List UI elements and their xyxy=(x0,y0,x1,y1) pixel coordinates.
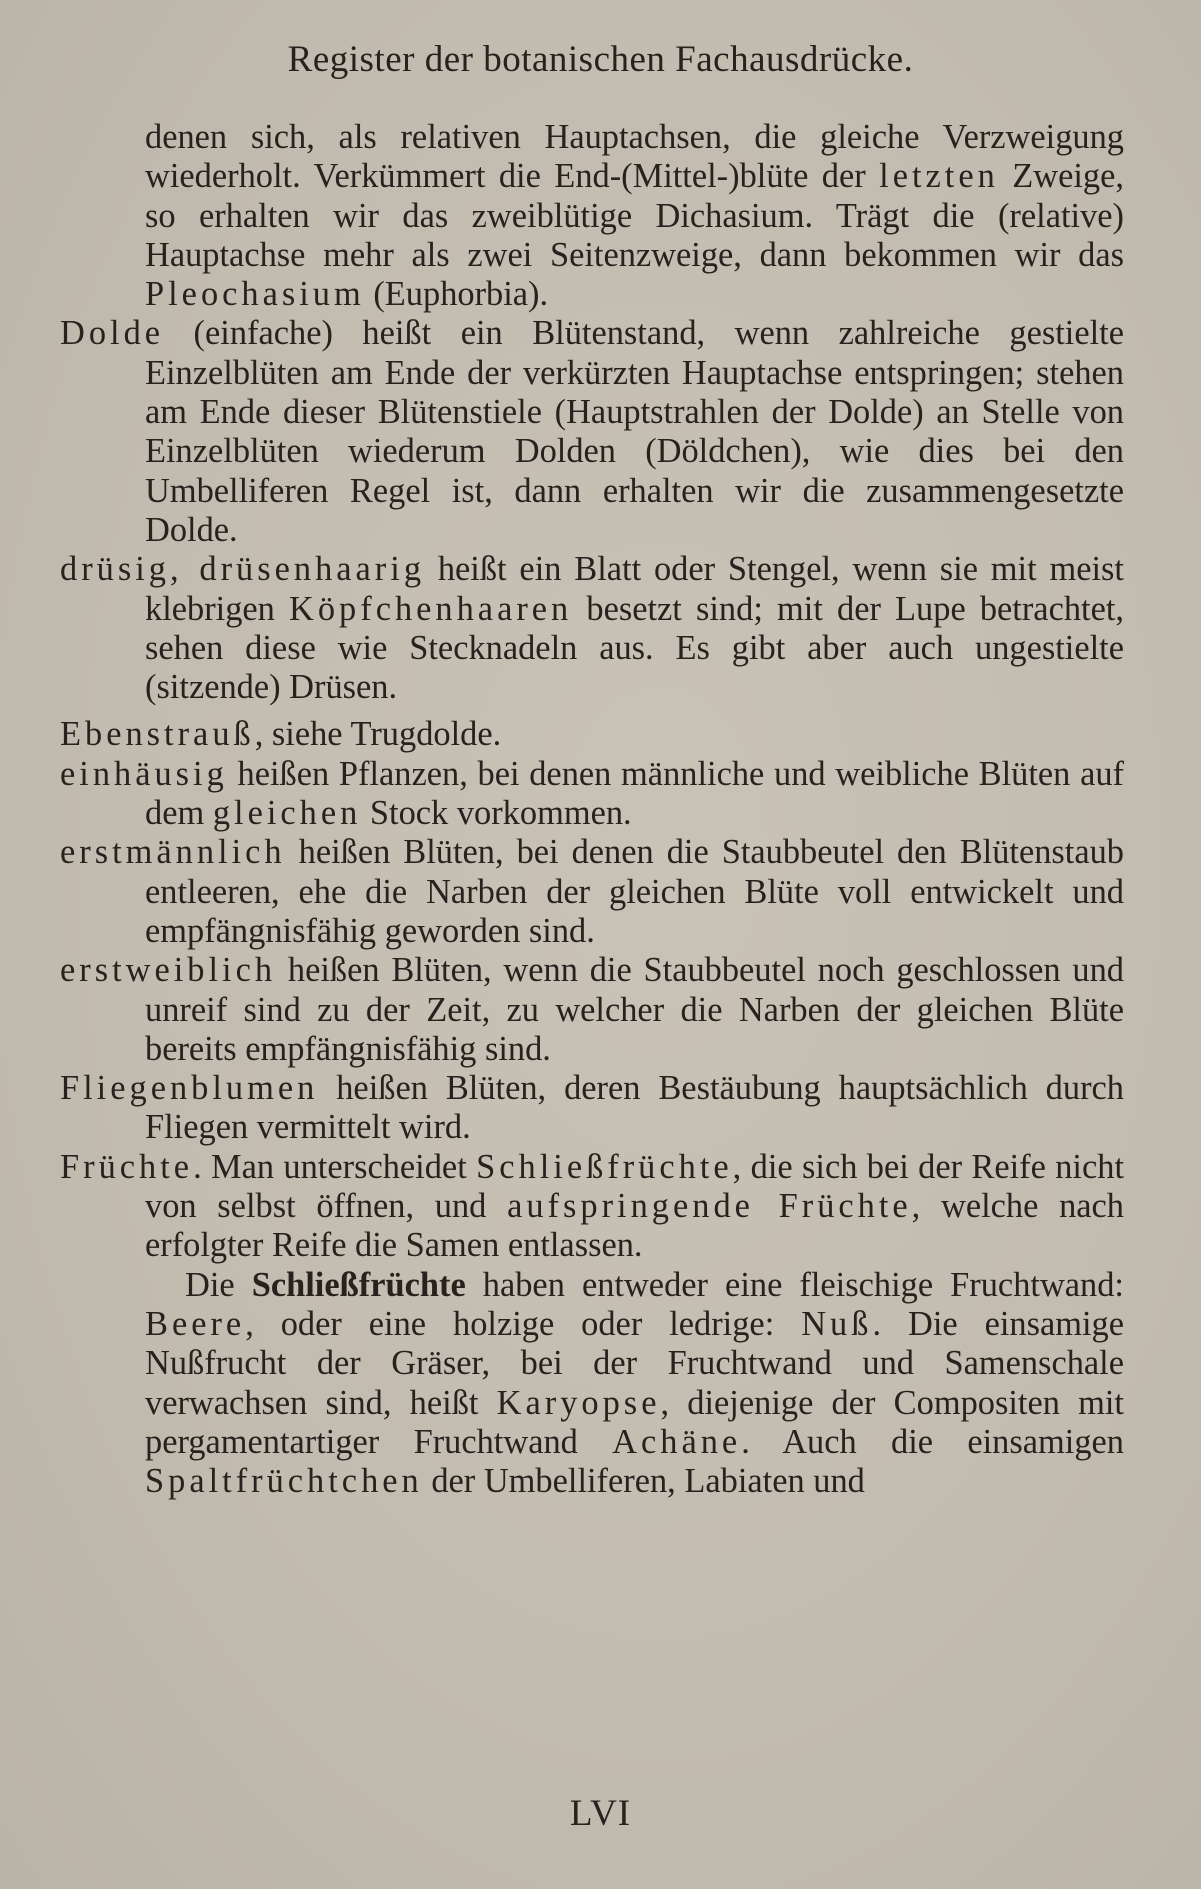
entry-einhaeusig: einhäusig heißen Pflanzen, bei denen männliche und weibliche Blüten auf dem gleichen Stock vorkommen. xyxy=(60,754,1124,833)
term-ebenstrauss: Ebenstrauß xyxy=(60,715,255,754)
entry-ebenstrauss: Ebenstrauß, siehe Trugdolde. xyxy=(60,715,502,754)
term-druesig: drüsig, drüsenhaarig xyxy=(60,550,426,589)
paragraph-schliessfruechte: Die Schließfrüchte haben entweder eine fleischige Fruchtwand: Beere, oder eine holzige oder ledrige: Nuß. Die einsamige Nußfrucht der Gräser, bei der Fruchtwand und Samenschale verwachsen sind, heißt Karyopse, diejenige der Compositen mit pergamentartiger Fruchtwand Achäne. Auch die einsamigen Spaltfrüchtchen der Umbelliferen, Labiaten und xyxy=(145,1265,1125,1501)
term-dolde: Dolde xyxy=(60,314,165,353)
entry-fliegenblumen: Fliegenblumen heißen Blüten, deren Bestäubung hauptsächlich durch Fliegen vermittelt wird. xyxy=(60,1069,1124,1147)
entry-erstweiblich: erstweiblich heißen Blüten, wenn die Staubbeutel noch geschlossen und unreif sind zu der Zeit, zu welcher die Narben der gleichen Blüte bereits empfängnisfähig sind. xyxy=(60,951,1124,1068)
term-pleochasium: Pleochasium xyxy=(145,275,365,314)
entry-dolde: Dolde (einfache) heißt ein Blütenstand, wenn zahlreiche gestielte Einzelblüten am Ende der verkürzten Hauptachse entspringen; stehen am Ende dieser Blütenstiele (Hauptstrahlen der Dolde) an Stelle von Einzelblüten wiederum Dolden (Döldchen), wie dies bei den Umbelliferen Regel ist, dann erhalten wir die zusammengesetzte Dolde. xyxy=(60,314,1124,549)
entry-erstmaennlich: erstmännlich heißen Blüten, bei denen die Staubbeutel den Blütenstaub entleeren, ehe die Narben der gleichen Blüte voll entwickelt und empfängnisfähig geworden sind. xyxy=(60,833,1124,950)
term-fliegenblumen: Fliegenblumen xyxy=(60,1069,319,1108)
running-header: Register der botanischen Fachausdrücke. xyxy=(287,39,914,80)
term-schliessfruechte: Schließfrüchte xyxy=(251,1265,466,1304)
term-erstweiblich: erstweiblich xyxy=(60,951,277,990)
entry-druesig: drüsig, drüsenhaarig heißt ein Blatt oder Stengel, wenn sie mit meist klebrigen Köpfchenhaaren besetzt sind; mit der Lupe betrachtet, sehen diese wie Stecknadeln aus. Es gibt aber auch ungestielte (sitzende) Drüsen. xyxy=(60,550,1124,707)
entry-fruechte: Früchte. Man unterscheidet Schließfrüchte, die sich bei der Reife nicht von selbst öffnen, und aufspringende Früchte, welche nach erfolgter Reife die Samen entlassen. xyxy=(60,1147,1124,1265)
term-erstmaennlich: erstmännlich xyxy=(60,833,286,872)
term-fruechte: Früchte xyxy=(60,1147,194,1186)
glossary-body xyxy=(60,118,1124,1501)
term-einhaeusig: einhäusig xyxy=(60,754,228,793)
page-number: LVI xyxy=(569,1793,632,1834)
entry-dichasium-continued: denen sich, als relativen Hauptachsen, die gleiche Verzweigung wiederholt. Verkümmert die End-(Mittel-)blüte der letzten Zweige, so erhalten wir das zweiblütige Dichasium. Trägt die (relative) Hauptachse mehr als zwei Seitenzweige, dann bekommen wir das Pleochasium (Euphorbia). xyxy=(145,118,1124,314)
